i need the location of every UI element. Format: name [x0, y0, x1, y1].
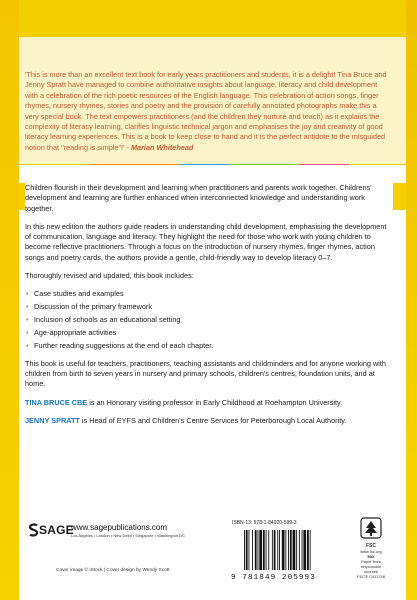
edition-paragraph: In this new edition the authors guide readers in understanding child development, emphasising the development of communication, language and literacy. They highlight the need for those who work with young children to become reflective practitioners. Through a focus on the introduction of nursery rhymes, finger rhymes, action songs and poetry cards, the authors provide a gentle, child-friendly way to develop literacy 0–7.	[25, 221, 387, 262]
barcode-bar	[296, 530, 297, 570]
author-name: TINA BRUCE CBE	[25, 397, 88, 407]
barcode-bar	[282, 530, 285, 570]
sage-s-icon	[28, 523, 39, 537]
barcode-bar	[279, 530, 280, 570]
isbn-text: ISBN-13: 978-1-84920-599-3	[232, 520, 297, 526]
audience-paragraph: This book is useful for teachers, practitioners, teaching assistants and childminders and for anyone working with children from birth to seven years in nursery and primary schools, children's centres, foundation units, and at home.	[25, 358, 386, 389]
barcode-bar	[274, 530, 276, 570]
sage-logo	[28, 523, 74, 537]
fsc-code: FSC® C011748	[357, 574, 385, 579]
barcode-bar	[285, 530, 286, 570]
features-list	[25, 289, 393, 350]
barcode-bar	[249, 530, 250, 570]
publisher-cities: Los Angeles • London • New Delhi • Singapore • Washington DC	[71, 533, 185, 538]
list-item: • Age-appropriate activities	[25, 328, 393, 338]
barcode-bar	[263, 530, 265, 570]
cover-credits: Cover image © iStock | Cover design by Wendy Scott	[56, 568, 170, 573]
fsc-tree-icon	[360, 517, 382, 539]
list-item: • Further reading suggestions at the end of each chapter.	[25, 341, 393, 351]
quote-text: 'This is more than an excellent text book for early years practitioners and students, it is a delight! Tina Bruce and Jenny Spratt have managed to combine authoritative insights about language, literacy and child development with a celebration of the rich poetic resources of the English language. This celebration of action songs, finger rhymes, nursery rhymes, stories and poetry and the provision of carefully annotated photographs make this a very special book. The text empowers practitioners (and the children they nurture and teach) as it explains the complexity of literacy learning, clarifies linguistic technical jargon and emphasises the joy and creativity of good literacy learning experiences. This is a book to keep close to hand and it is the perfect antidote to the misguided notion that "reading is simple"!' -	[25, 70, 387, 152]
barcode-bar	[246, 530, 248, 570]
list-item: • Case studies and examples	[25, 289, 393, 299]
fsc-mix: MIX	[367, 554, 375, 559]
back-cover-content	[25, 183, 393, 434]
barcode-bar	[268, 530, 269, 570]
author-bio-spratt	[25, 416, 393, 426]
publisher-url[interactable]: www.sagepublications.com	[71, 523, 168, 532]
barcode-bar	[277, 530, 278, 570]
barcode-bar	[259, 530, 262, 570]
barcode-bar	[303, 530, 306, 570]
fsc-label: FSC	[366, 543, 376, 549]
barcode-number: 9 781849 205993	[231, 574, 316, 582]
barcode-bar	[252, 530, 253, 570]
barcode-icon	[242, 530, 338, 572]
fsc-logo	[357, 517, 385, 579]
barcode-bar	[290, 530, 292, 570]
author-name: JENNY SPRATT	[25, 416, 80, 426]
spine-right	[406, 0, 417, 600]
endorsement-quote	[25, 70, 392, 153]
author-bio-text: is Head of EYFS and Children's Centre Services for Peterborough Local Authority.	[79, 416, 347, 426]
top-color-band	[19, 0, 406, 37]
barcode-bar	[258, 530, 259, 570]
barcode-bar	[299, 530, 300, 570]
barcode-bar	[307, 530, 309, 570]
author-bio-bruce	[25, 398, 393, 408]
intro-paragraph: Children flourish in their development and learning when practitioners and parents work together. Childrens' development and learning are further enhanced when interconnected knowledge and understanding work together.	[25, 183, 372, 213]
publisher-name: SAGE	[39, 523, 74, 537]
barcode-bar	[244, 530, 245, 570]
includes-heading: Thoroughly revised and updated, this book includes:	[25, 271, 194, 281]
spine-left	[0, 0, 19, 600]
barcode-bar	[266, 530, 267, 570]
content-top-bg	[19, 165, 406, 183]
barcode-bar	[293, 530, 296, 570]
list-item: • Discussion of the primary framework	[25, 302, 393, 312]
quote-author: Marian Whitehead	[130, 142, 194, 152]
barcode-bar	[310, 530, 311, 570]
barcode-bar	[288, 530, 289, 570]
list-item: • Inclusion of schools as an educational setting	[25, 315, 393, 325]
fsc-desc: Paper from responsible sources	[360, 559, 382, 574]
fsc-url: www.fsc.org	[360, 549, 382, 554]
barcode-bar	[302, 530, 303, 570]
barcode-bar	[272, 530, 273, 570]
author-bio-text: is an Honorary visiting professor in Early Childhood at Roehampton University.	[87, 397, 343, 407]
barcode-bar	[255, 530, 257, 570]
